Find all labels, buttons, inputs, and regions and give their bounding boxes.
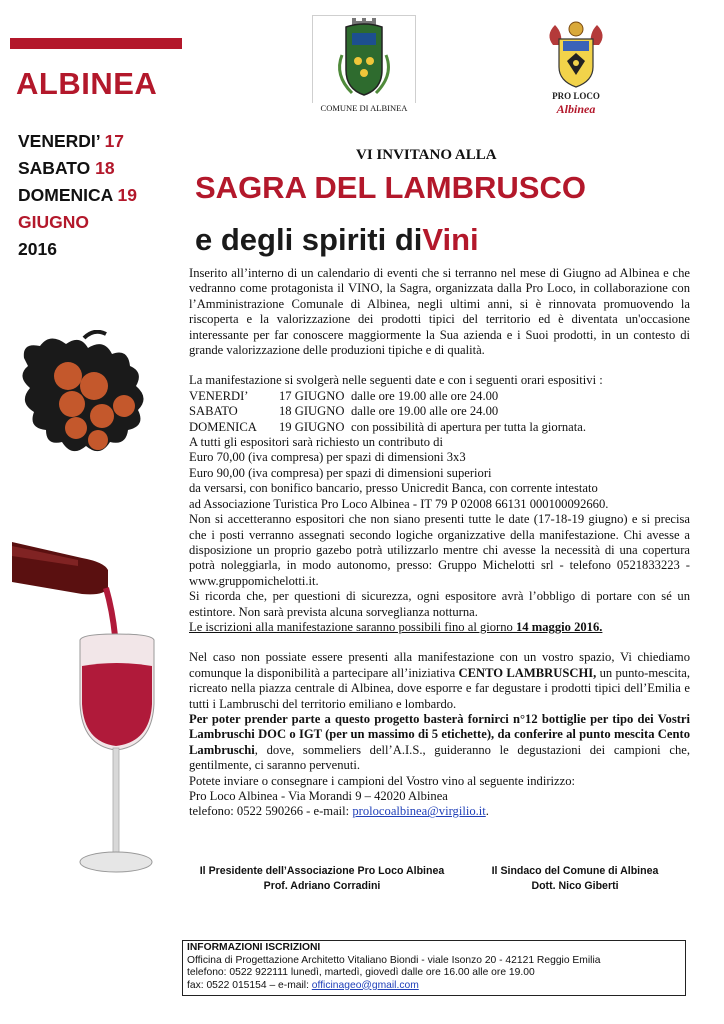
acceptance-paragraph: Non si accetteranno espositori che non siano presenti tutte le date (17-18-19 giugno) e si precisa che i posti verranno assegnati secondo logiche organizzative della manifestazione. Chi avesse a disposizione un proprio gazebo potrà utilizzarlo mentre chi avesse la necessità di una copertura potrà noleggiarla, in modo autonomo, presso: Gruppo Michelotti srl - telefono 0521833223 - www.gruppomichelotti.it. [189, 512, 690, 588]
proloco-line1: PRO LOCO [552, 91, 600, 101]
info-line: Officina di Progettazione Architetto Vitaliano Biondi - viale Isonzo 20 - 42121 Reggio Emilia [187, 954, 601, 966]
signature-mayor: Il Sindaco del Comune di Albinea Dott. Nico Giberti [491, 865, 659, 892]
info-fax-line: fax: 0522 015154 – e-mail: officinageo@gmail.com [187, 979, 419, 991]
registration-info-box [182, 940, 686, 996]
proloco-crest-icon [541, 15, 611, 121]
date-friday: VENERDI’ 17 [18, 131, 125, 151]
intro-paragraph: Inserito all’interno di un calendario di eventi che si terranno nel mese di Giugno ad Albinea e che vedranno come protagonista il VINO, la Sagra, organizzata dalla Pro Loco, in collaborazione con l’Amministrazione Comunale di Albinea, negli ultimi anni, si è rinnovata promuovendo la riscoperta e la valorizzazione dei prodotti tipici del territorio ed è diventata un'occasione interessante per far conoscere maggiormente la Sua azienda e i Suoi prodotti, in un contesto di grande valorizzazione delle produzioni tipiche e di qualità. [189, 266, 690, 358]
signature-president: Il Presidente dell’Associazione Pro Loco Albinea Prof. Adriano Corradini [199, 865, 445, 892]
date-sunday: DOMENICA 19 [18, 185, 137, 205]
wine-bottle-glass-icon [12, 536, 182, 896]
send-line: Potete inviare o consegnare i campioni del Vostro vino al seguente indirizzo: [189, 773, 575, 788]
officina-email-link[interactable]: officinageo@gmail.com [311, 979, 419, 991]
comune-caption: COMUNE DI ALBINEA [320, 103, 408, 113]
address-line: Pro Loco Albinea - Via Morandi 9 – 42020 Albinea [189, 789, 448, 803]
schedule-row: VENERDI’ 17 GIUGNO dalle ore 19.00 alle ore 24.00 [189, 388, 499, 403]
contact-line: telefono: 0522 590266 - e-mail: prolocoalbinea@virgilio.it. [189, 804, 489, 819]
cento-paragraph: Nel caso non possiate essere presenti alla manifestazione con un vostro spazio, Vi chiediamo comunque la disponibilità a partecipare all’iniziativa CENTO LAMBRUSCHI, un punto-mescita, ricreato nella piazza centrale di Albinea, dove esporre e far degustare i prodotti tipici dell’Emilia e tutti i Lambruschi del territorio emiliano e lombardo. [189, 650, 690, 711]
date-month: GIUGNO [18, 212, 89, 232]
fee-line: da versarsi, con bonifico bancario, presso Unicredit Banca, con corrente intestato [189, 481, 598, 496]
header-red-bar [10, 38, 182, 49]
town-title: ALBINEA [16, 66, 158, 101]
schedule-row: SABATO 18 GIUGNO dalle ore 19.00 alle ore 24.00 [189, 404, 499, 419]
info-title: INFORMAZIONI ISCRIZIONI [187, 942, 321, 953]
fee-line: Euro 70,00 (iva compresa) per spazi di dimensioni 3x3 [189, 450, 466, 465]
comune-logo [312, 15, 416, 120]
event-subtitle: e degli spiriti diVini [195, 222, 479, 257]
event-dates [18, 128, 137, 263]
comune-crest-icon [312, 15, 416, 103]
schedule-intro: La manifestazione si svolgerà nelle seguenti date e con i seguenti orari espositivi : [189, 373, 603, 388]
info-line: telefono: 0522 922111 lunedì, martedì, giovedì dalle ore 16.00 alle ore 19.00 [187, 967, 535, 978]
event-title: SAGRA DEL LAMBRUSCO [195, 170, 586, 205]
iban-line: ad Associazione Turistica Pro Loco Albinea - IT 79 P 02008 66131 000100092660. [189, 496, 609, 511]
invite-heading: VI INVITANO ALLA [356, 147, 497, 163]
fee-line: Euro 90,00 (iva compresa) per spazi di dimensioni superiori [189, 465, 492, 480]
grapes-icon [14, 330, 158, 472]
participation-paragraph: Per poter prender parte a questo progetto basterà fornirci n°12 bottiglie per tipo dei Vostri Lambruschi DOC o IGT (per un massimo di 5 etichette), da conferire al punto mescita Cento Lambruschi, dove, sommeliers dell’A.I.S., guideranno le degustazioni dei campioni che, gentilmente, ci saranno pervenuti. [189, 711, 690, 773]
date-saturday: SABATO 18 [18, 158, 115, 178]
safety-paragraph: Si ricorda che, per questioni di sicurezza, ogni espositore avrà l’obbligo di portare con sé un estintore. Non sarà prevista alcuna sorveglianza notturna. [189, 589, 690, 619]
proloco-email-link[interactable]: prolocoalbinea@virgilio.it [352, 804, 486, 819]
proloco-logo [541, 15, 611, 121]
fee-line: A tutti gli espositori sarà richiesto un contributo di [189, 435, 443, 450]
date-year: 2016 [18, 239, 57, 259]
schedule-row: DOMENICA 19 GIUGNO con possibilità di apertura per tutta la giornata. [189, 419, 587, 434]
deadline-line: Le iscrizioni alla manifestazione saranno possibili fino al giorno 14 maggio 2016. [189, 619, 603, 634]
proloco-line2: Albinea [556, 102, 596, 116]
body-text [189, 266, 690, 820]
